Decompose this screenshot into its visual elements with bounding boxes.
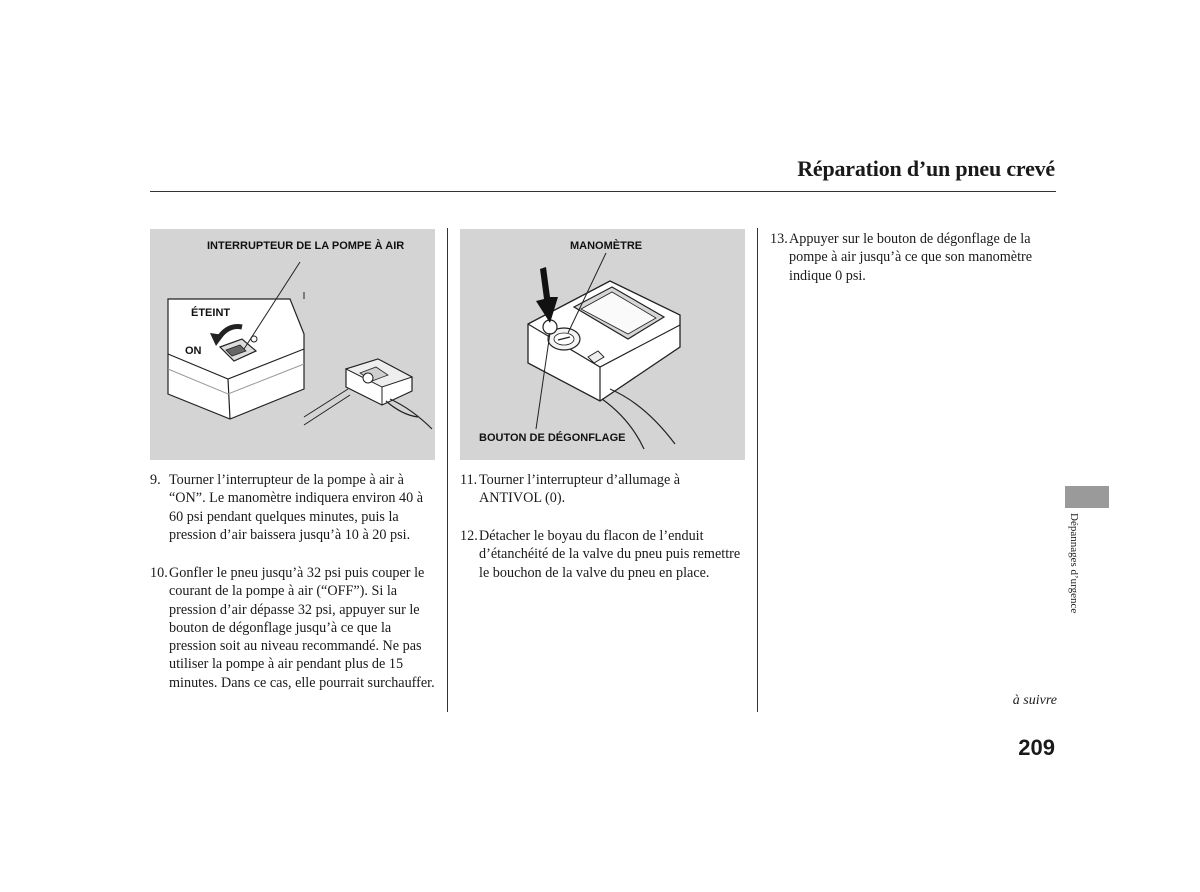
step-text: Tourner l’interrupteur d’allumage à ANTIVOL (0).	[479, 472, 681, 507]
step-text: Appuyer sur le bouton de dégonflage de la pompe à air jusqu’à ce que son manomètre indique 0 psi.	[789, 231, 1033, 284]
page-title: Réparation d’un pneu crevé	[797, 156, 1055, 181]
step-number: 11.	[460, 472, 478, 488]
page-number: 209	[1018, 735, 1055, 760]
section-label: Dépannages d’urgence	[1068, 513, 1080, 614]
section-tab	[1065, 486, 1109, 508]
label-on: ON	[185, 345, 202, 357]
step-9	[150, 471, 435, 544]
column-divider-2	[757, 228, 758, 712]
continued-label: à suivre	[1012, 693, 1057, 708]
step-number: 13.	[770, 231, 788, 247]
step-12	[460, 527, 745, 582]
step-number: 12.	[460, 528, 478, 544]
figure-pump-switch	[150, 229, 435, 460]
step-number: 9.	[150, 472, 161, 488]
header-rule	[150, 191, 1056, 192]
step-11	[460, 471, 745, 508]
column-divider-1	[447, 228, 448, 712]
step-text: Tourner l’interrupteur de la pompe à air à “ON”. Le manomètre indiquera environ 40 à 60 psi pendant quelques minutes, puis la pression d’air baissera jusqu’à 10 à 20 psi.	[169, 472, 424, 543]
label-gauge: MANOMÈTRE	[570, 240, 643, 252]
step-10	[150, 564, 435, 692]
label-deflate-button: BOUTON DE DÉGONFLAGE	[479, 432, 626, 444]
step-number: 10.	[150, 565, 168, 581]
label-off: ÉTEINT	[191, 307, 231, 319]
step-text: Détacher le boyau du flacon de l’enduit d’étanchéité de la valve du pneu puis remettre le bouchon de la valve du pneu en place.	[479, 528, 741, 581]
figure-gauge	[460, 229, 745, 460]
step-13	[770, 230, 1057, 285]
gauge-illustration	[460, 229, 745, 460]
label-pump-switch: INTERRUPTEUR DE LA POMPE À AIR	[207, 240, 405, 252]
step-text: Gonfler le pneu jusqu’à 32 psi puis couper le courant de la pompe à air (“OFF”). Si la pression d’air dépasse 32 psi, appuyer sur le bouton de dégonflage jusqu’à ce que la pression soit au niveau recommandé. Ne pas utiliser la pompe à air pendant plus de 15 minutes. Dans ce cas, elle pourrait surchauffer.	[169, 565, 435, 691]
